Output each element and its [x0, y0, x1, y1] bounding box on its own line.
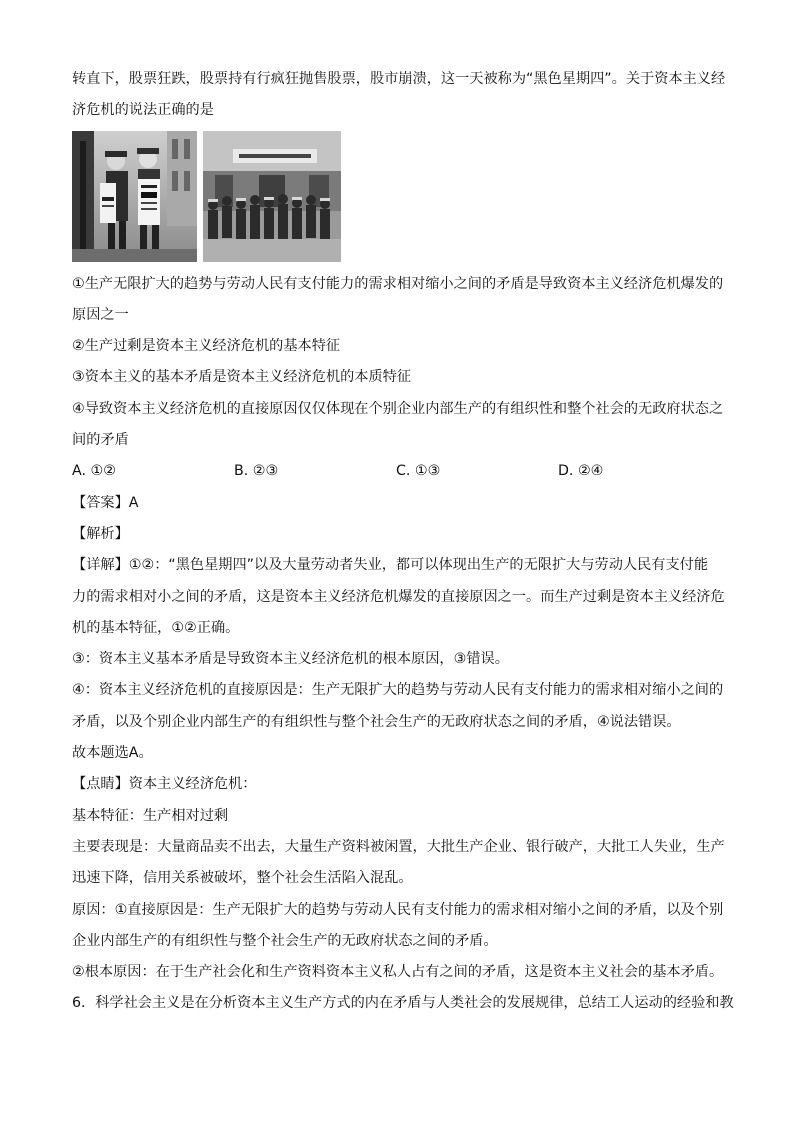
option-c: C. ①③ — [396, 463, 441, 480]
tip-heading: 【点睛】资本主义经济危机： — [72, 776, 257, 793]
tip-cause-line-3: ②根本原因：在于生产社会化和生产资料资本主义私人占有之间的矛盾，这是资本主义社会的基本矛盾。 — [72, 964, 724, 981]
analysis-label: 【解析】 — [72, 525, 129, 542]
statement-2: ②生产过剩是资本主义经济危机的基本特征 — [72, 338, 341, 355]
question-stem-line-2: 济危机的说法正确的是 — [72, 102, 214, 119]
tip-cause-line-1: 原因：①直接原因是：生产无限扩大的趋势与劳动人民有支付能力的需求相对缩小之间的矛盾，以及个别 — [72, 901, 724, 918]
unemployed-man-photo — [72, 131, 197, 262]
next-question-line-1: 6．科学社会主义是在分析资本主义生产方式的内在矛盾与人类社会的发展规律，总结工人运动的经验和教 — [72, 995, 734, 1012]
analysis-p2: ③：资本主义基本矛盾是导致资本主义经济危机的根本原因，③错误。 — [72, 651, 509, 668]
tip-cause-line-2: 企业内部生产的有组织性与整个社会生产的无政府状态之间的矛盾。 — [72, 932, 498, 949]
analysis-p3-line-2: 矛盾，以及个别企业内部生产的有组织性与整个社会生产的无政府状态之间的矛盾，④说法错误。 — [72, 713, 681, 730]
statement-1-line-2: 原因之一 — [72, 306, 129, 323]
tip-feature: 基本特征：生产相对过剩 — [72, 807, 229, 824]
tip-performance-line-1: 主要表现是：大量商品卖不出去，大量生产资料被闲置，大批生产企业、银行破产，大批工人失业，生产 — [72, 838, 725, 855]
statement-1-line-1: ①生产无限扩大的趋势与劳动人民有支付能力的需求相对缩小之间的矛盾是导致资本主义经济危机爆发的 — [72, 275, 724, 292]
analysis-p1-line-3: 机的基本特征，①②正确。 — [72, 619, 240, 636]
analysis-p3-line-1: ④：资本主义经济危机的直接原因是：生产无限扩大的趋势与劳动人民有支付能力的需求相对缩小之间的 — [72, 682, 724, 699]
answer-options — [72, 456, 724, 487]
document-page — [72, 64, 734, 1020]
bank-crowd-photo — [203, 131, 341, 262]
question-photos — [72, 129, 724, 269]
option-b: B. ②③ — [234, 463, 279, 480]
option-a: A. ①② — [72, 463, 116, 480]
analysis-conclusion: 故本题选A。 — [72, 745, 153, 762]
answer-label: 【答案】A — [72, 494, 139, 511]
tip-performance-line-2: 迅速下降，信用关系被破坏，整个社会生活陷入混乱。 — [72, 870, 413, 887]
question-stem-line-1: 转直下，股票狂跌，股票持有行疯狂抛售股票，股市崩溃，这一天被称为“黑色星期四”。关于资本主义经 — [72, 71, 726, 87]
statement-3: ③资本主义的基本矛盾是资本主义经济危机的本质特征 — [72, 369, 412, 386]
statement-4-line-1: ④导致资本主义经济危机的直接原因仅仅体现在个别企业内部生产的有组织性和整个社会的无政府状态之 — [72, 400, 724, 417]
analysis-p1-line-1: 【详解】①②：“黑色星期四”以及大量劳动者失业，都可以体现出生产的无限扩大与劳动人民有支付能 — [72, 557, 709, 574]
analysis-p1-line-2: 力的需求相对小之间的矛盾，这是资本主义经济危机爆发的直接原因之一。而生产过剩是资本主义经济危 — [72, 588, 725, 605]
statement-4-line-2: 间的矛盾 — [72, 432, 129, 449]
option-d: D. ②④ — [558, 463, 604, 480]
